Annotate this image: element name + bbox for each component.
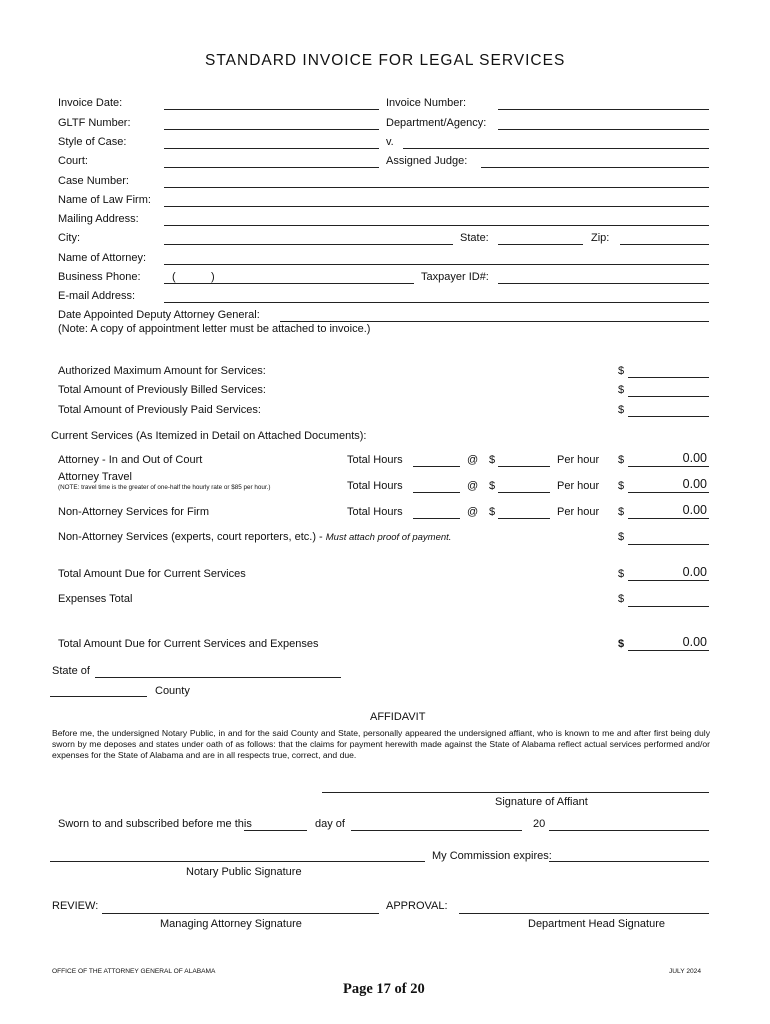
taxpayer-id-label: Taxpayer ID#: — [421, 271, 489, 283]
notary-signature-label: Notary Public Signature — [186, 866, 302, 878]
total-current-amount: 0.00 — [682, 565, 707, 579]
city-label: City: — [58, 232, 80, 244]
style-of-case-field[interactable] — [164, 148, 379, 149]
footer-office: OFFICE OF THE ATTORNEY GENERAL OF ALABAMA — [52, 968, 216, 975]
amount-dollar: $ — [618, 506, 625, 518]
authorized-max-dollar: $ — [618, 365, 625, 377]
total-hours-label: Total Hours — [347, 480, 403, 492]
county-field[interactable] — [50, 696, 147, 697]
travel-note: (NOTE: travel time is the greater of one-half the hourly rate or $85 per hour.) — [58, 484, 271, 491]
gltf-number-field[interactable] — [164, 129, 379, 130]
affidavit-text: Before me, the undersigned Notary Public, in and for the said County and State, personally appeared the undersigned affiant, who is known to me and after first being duly sworn by me deposes and states under oath of as follows: that the claims for payment herewith made against the State of Alabama reflect actual services performed and/or expenses for the State of Alabama and are in all respects true, correct, and due. — [52, 728, 710, 760]
previously-billed-label: Total Amount of Previously Billed Services: — [58, 384, 266, 396]
department-agency-label: Department/Agency: — [386, 117, 487, 129]
previously-billed-field[interactable] — [628, 396, 709, 397]
amount-dollar: $ — [618, 531, 625, 543]
per-hour-label: Per hour — [557, 454, 600, 466]
affiant-signature-field[interactable] — [322, 792, 709, 793]
authorized-max-field[interactable] — [628, 377, 709, 378]
total-current-amount-field[interactable] — [628, 580, 709, 581]
attorney-travel-rate-field[interactable] — [498, 492, 550, 493]
email-label: E-mail Address: — [58, 290, 136, 302]
style-of-case-label: Style of Case: — [58, 136, 127, 148]
attorney-travel-amount: 0.00 — [682, 477, 707, 491]
previously-billed-dollar: $ — [618, 384, 625, 396]
appointment-note: (Note: A copy of appointment letter must be attached to invoice.) — [58, 323, 371, 335]
non-attorney-other-label — [58, 531, 451, 543]
attorney-travel-hours-field[interactable] — [413, 492, 460, 493]
per-hour-label: Per hour — [557, 480, 600, 492]
email-field[interactable] — [164, 302, 709, 303]
invoice-date-label: Invoice Date: — [58, 97, 123, 109]
case-number-field[interactable] — [164, 187, 709, 188]
law-firm-field[interactable] — [164, 206, 709, 207]
gltf-number-label: GLTF Number: — [58, 117, 131, 129]
invoice-number-field[interactable] — [498, 109, 709, 110]
page-number: Page 17 of 20 — [343, 981, 425, 997]
previously-paid-field[interactable] — [628, 416, 709, 417]
at-symbol: @ — [467, 480, 479, 492]
rate-dollar: $ — [489, 480, 496, 492]
mailing-address-label: Mailing Address: — [58, 213, 139, 225]
expenses-total-label: Expenses Total — [58, 593, 133, 605]
business-phone-field[interactable] — [164, 283, 414, 284]
case-number-label: Case Number: — [58, 175, 129, 187]
state-label: State: — [460, 232, 489, 244]
state-field[interactable] — [498, 244, 583, 245]
versus-label: v. — [386, 136, 394, 148]
court-field[interactable] — [164, 167, 379, 168]
managing-attorney-signature-label: Managing Attorney Signature — [160, 918, 302, 930]
state-of-field[interactable] — [95, 677, 341, 678]
taxpayer-id-field[interactable] — [498, 283, 709, 284]
must-attach-note: Must attach proof of payment. — [325, 532, 452, 543]
grand-total-dollar: $ — [618, 638, 625, 650]
court-label: Court: — [58, 155, 88, 167]
business-phone-label: Business Phone: — [58, 271, 141, 283]
page-title: STANDARD INVOICE FOR LEGAL SERVICES — [205, 52, 566, 69]
year-prefix: 20 — [533, 818, 546, 830]
mailing-address-field[interactable] — [164, 225, 709, 226]
amount-dollar: $ — [618, 480, 625, 492]
non-attorney-rate-field[interactable] — [498, 518, 550, 519]
law-firm-label: Name of Law Firm: — [58, 194, 151, 206]
non-attorney-amount-field[interactable] — [628, 518, 709, 519]
attorney-name-field[interactable] — [164, 264, 709, 265]
non-attorney-firm-label: Non-Attorney Services for Firm — [58, 506, 209, 518]
at-symbol: @ — [467, 454, 479, 466]
at-symbol: @ — [467, 506, 479, 518]
attorney-name-label: Name of Attorney: — [58, 252, 147, 264]
amount-dollar: $ — [618, 454, 625, 466]
invoice-date-field[interactable] — [164, 109, 379, 110]
attorney-court-rate-field[interactable] — [498, 466, 550, 467]
phone-area-open: ( — [172, 271, 176, 283]
approval-signature-field[interactable] — [459, 913, 709, 914]
attorney-court-label: Attorney - In and Out of Court — [58, 454, 203, 466]
attorney-court-hours-field[interactable] — [413, 466, 460, 467]
attorney-travel-label: Attorney Travel — [58, 471, 132, 483]
phone-area-close: ) — [211, 271, 215, 283]
sworn-year-field[interactable] — [549, 830, 709, 831]
department-head-signature-label: Department Head Signature — [528, 918, 665, 930]
total-current-label: Total Amount Due for Current Services — [58, 568, 246, 580]
previously-paid-label: Total Amount of Previously Paid Services: — [58, 404, 261, 416]
assigned-judge-label: Assigned Judge: — [386, 155, 468, 167]
commission-expires-label: My Commission expires: — [432, 850, 552, 862]
amount-dollar: $ — [618, 593, 625, 605]
affiant-signature-label: Signature of Affiant — [495, 796, 588, 808]
review-label: REVIEW: — [52, 900, 99, 912]
total-hours-label: Total Hours — [347, 454, 403, 466]
authorized-max-label: Authorized Maximum Amount for Services: — [58, 365, 266, 377]
total-hours-label: Total Hours — [347, 506, 403, 518]
grand-total-label: Total Amount Due for Current Services and Expenses — [58, 638, 319, 650]
notary-signature-field[interactable] — [50, 861, 425, 862]
non-attorney-hours-field[interactable] — [413, 518, 460, 519]
city-field[interactable] — [164, 244, 453, 245]
affidavit-heading: AFFIDAVIT — [370, 711, 426, 723]
commission-expires-field[interactable] — [549, 861, 709, 862]
footer-date: JULY 2024 — [669, 968, 702, 975]
grand-total-amount: 0.00 — [682, 635, 707, 649]
attorney-court-amount-field[interactable] — [628, 466, 709, 467]
assigned-judge-field[interactable] — [481, 167, 709, 168]
review-signature-field[interactable] — [102, 913, 379, 914]
current-services-heading: Current Services (As Itemized in Detail on Attached Documents): — [51, 430, 367, 442]
non-attorney-amount: 0.00 — [682, 503, 707, 517]
zip-field[interactable] — [620, 244, 709, 245]
sworn-text: Sworn to and subscribed before me this — [58, 818, 252, 830]
non-attorney-other-text: Non-Attorney Services (experts, court reporters, etc.) - — [58, 531, 323, 543]
department-agency-field[interactable] — [498, 129, 709, 130]
county-label: County — [155, 685, 190, 697]
date-appointed-field[interactable] — [280, 321, 709, 322]
previously-paid-dollar: $ — [618, 404, 625, 416]
grand-total-field[interactable] — [628, 650, 709, 651]
approval-label: APPROVAL: — [386, 900, 448, 912]
state-of-label: State of — [52, 665, 90, 677]
date-appointed-label: Date Appointed Deputy Attorney General: — [58, 309, 260, 321]
amount-dollar: $ — [618, 568, 625, 580]
attorney-court-amount: 0.00 — [682, 451, 707, 465]
sworn-month-field[interactable] — [351, 830, 522, 831]
invoice-number-label: Invoice Number: — [386, 97, 467, 109]
rate-dollar: $ — [489, 506, 496, 518]
expenses-total-field[interactable] — [628, 606, 709, 607]
day-of-label: day of — [315, 818, 345, 830]
versus-field[interactable] — [403, 148, 709, 149]
attorney-travel-amount-field[interactable] — [628, 492, 709, 493]
sworn-day-field[interactable] — [244, 830, 307, 831]
zip-label: Zip: — [591, 232, 610, 244]
rate-dollar: $ — [489, 454, 496, 466]
non-attorney-other-amount-field[interactable] — [628, 544, 709, 545]
per-hour-label: Per hour — [557, 506, 600, 518]
